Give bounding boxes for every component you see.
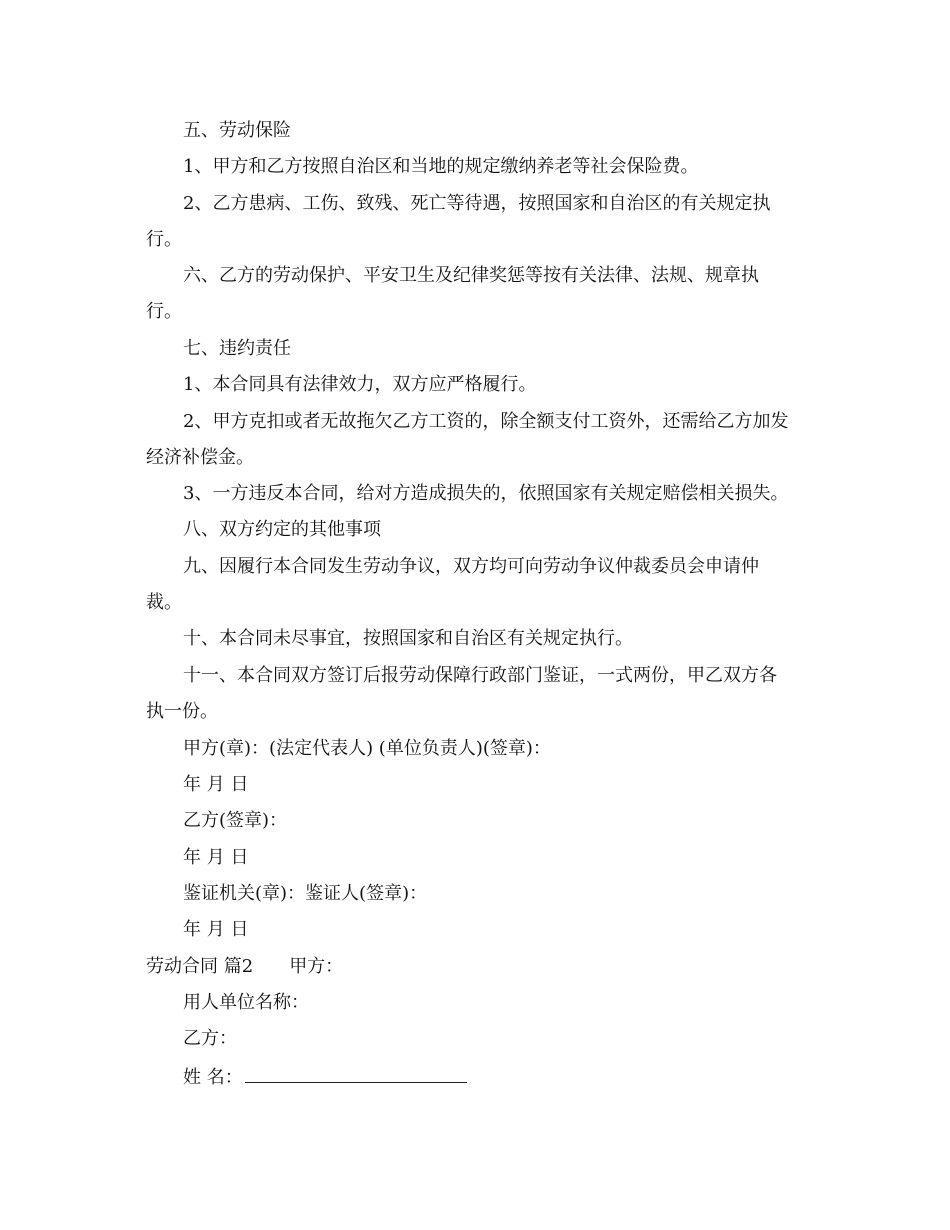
party-a-label: 甲方： bbox=[289, 956, 344, 977]
date-line: 年 月 日 bbox=[183, 774, 249, 795]
contract-title-line bbox=[146, 955, 343, 979]
contract-title: 劳动合同 篇2 bbox=[146, 956, 254, 977]
section-heading-other-matters: 八、双方约定的其他事项 bbox=[183, 519, 381, 540]
paragraph-line: 经济补偿金。 bbox=[146, 447, 254, 468]
section-heading-labor-insurance: 五、劳动保险 bbox=[183, 120, 291, 141]
party-a-signature-line: 甲方(章)：(法定代表人) (单位负责人)(签章)： bbox=[183, 738, 551, 759]
name-label: 姓 名： bbox=[183, 1067, 243, 1088]
paragraph-line: 3、一方违反本合同，给对方造成损失的，依照国家有关规定赔偿相关损失。 bbox=[183, 483, 789, 504]
paragraph-line: 九、因履行本合同发生劳动争议，双方均可向劳动争议仲裁委员会申请仲 bbox=[183, 556, 759, 577]
paragraph-line: 2、甲方克扣或者无故拖欠乙方工资的，除全额支付工资外，还需给乙方加发 bbox=[183, 411, 789, 432]
section-heading-breach: 七、违约责任 bbox=[183, 338, 291, 359]
date-line: 年 月 日 bbox=[183, 847, 249, 868]
paragraph-line: 六、乙方的劳动保护、平安卫生及纪律奖惩等按有关法律、法规、规章执 bbox=[183, 265, 759, 286]
paragraph-line: 2、乙方患病、工伤、致残、死亡等待遇，按照国家和自治区的有关规定执 bbox=[183, 193, 771, 214]
paragraph-line: 1、本合同具有法律效力，双方应严格履行。 bbox=[183, 374, 537, 395]
name-blank-field bbox=[245, 1064, 467, 1083]
paragraph-line: 行。 bbox=[146, 301, 182, 322]
employer-name-label: 用人单位名称： bbox=[183, 992, 309, 1013]
paragraph-line: 裁。 bbox=[146, 592, 182, 613]
name-field-line bbox=[183, 1064, 467, 1090]
party-b-signature-line: 乙方(签章)： bbox=[183, 810, 288, 831]
paragraph-line: 十一、本合同双方签订后报劳动保障行政部门鉴证，一式两份，甲乙双方各 bbox=[183, 665, 777, 686]
paragraph-line: 行。 bbox=[146, 229, 182, 250]
party-b-label: 乙方： bbox=[183, 1028, 237, 1049]
paragraph-line: 1、甲方和乙方按照自治区和当地的规定缴纳养老等社会保险费。 bbox=[183, 156, 699, 177]
paragraph-line: 执一份。 bbox=[146, 701, 218, 722]
date-line: 年 月 日 bbox=[183, 919, 249, 940]
verification-signature-line: 鉴证机关(章)：鉴证人(签章)： bbox=[183, 883, 428, 904]
paragraph-line: 十、本合同未尽事宜，按照国家和自治区有关规定执行。 bbox=[183, 628, 633, 649]
